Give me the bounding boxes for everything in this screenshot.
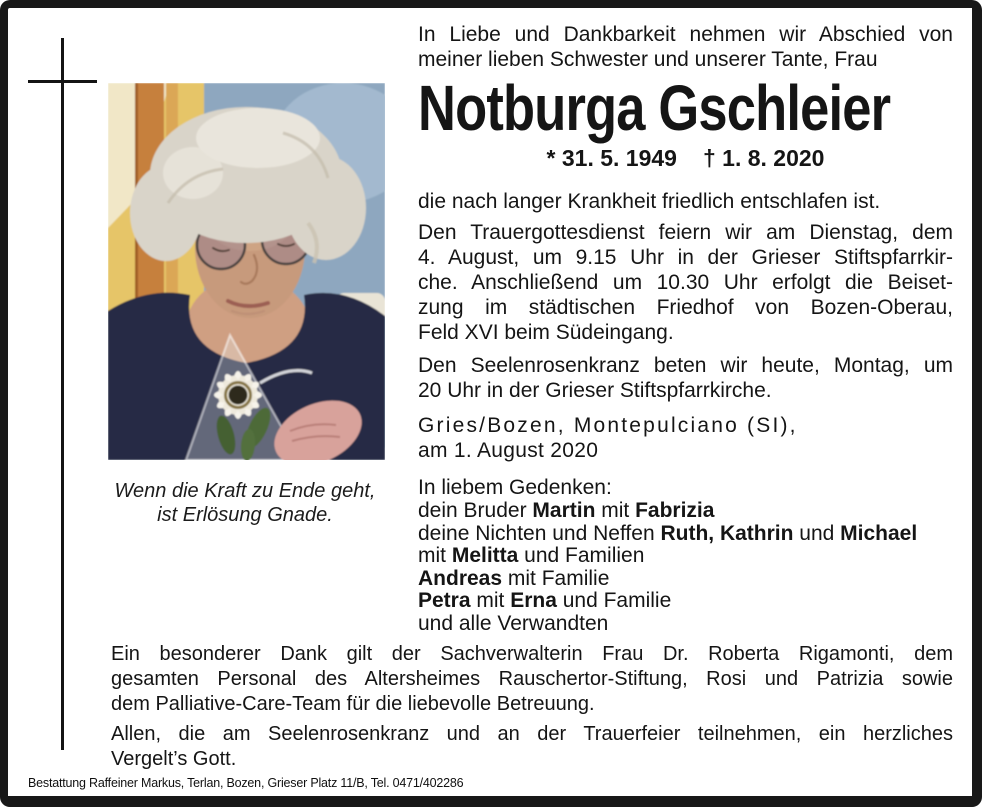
funeral-service-paragraph xyxy=(418,220,953,345)
rosary-paragraph xyxy=(418,353,953,403)
mourners-list xyxy=(418,500,953,635)
mourner-line: Andreas mit Familie xyxy=(418,566,610,590)
mourner-line: und alle Verwandten xyxy=(418,611,609,635)
acknowledgement-block xyxy=(111,642,953,772)
text-line: 20 Uhr in der Grieser Stiftspfarrkirche. xyxy=(418,379,772,402)
text-line: dem Palliative-Care-Team für die liebevolle Betreuung. xyxy=(111,693,595,715)
text-line: Vergelt’s Gott. xyxy=(111,748,237,770)
text-line: zung im städtischen Friedhof von Bozen-Oberau, xyxy=(418,296,953,319)
intro-text xyxy=(418,22,953,72)
death-date: † 1. 8. 2020 xyxy=(702,145,825,171)
acknowledgement-paragraph xyxy=(111,642,953,717)
place-line: Gries/Bozen, Montepulciano (SI), xyxy=(418,414,798,437)
place-date-block xyxy=(418,413,953,463)
portrait-photo xyxy=(108,83,385,460)
birth-date: * 31. 5. 1949 xyxy=(546,145,677,171)
mourner-line: dein Bruder Martin mit Fabrizia xyxy=(418,499,715,522)
date-line: am 1. August 2020 xyxy=(418,439,599,462)
text-line: Den Trauergottesdienst feiern wir am Dienstag, dem xyxy=(418,221,953,244)
funeral-home-footer: Bestattung Raffeiner Markus, Terlan, Bozen, Grieser Platz 11/B, Tel. 0471/402286 xyxy=(28,776,464,790)
text-line: 4. August, um 9.15 Uhr in der Grieser Stiftspfarrkir- xyxy=(418,246,953,269)
mourner-line: Petra mit Erna und Familie xyxy=(418,589,672,612)
caption-line: Wenn die Kraft zu Ende geht, xyxy=(114,480,376,502)
text-line: Feld XVI beim Südeingang. xyxy=(418,321,674,344)
text-line: gesamten Personal des Altersheimes Rauschertor-Stiftung, Rosi und Patrizia sowie xyxy=(111,668,953,690)
attendance-paragraph xyxy=(111,722,953,772)
caption-line: ist Erlösung Gnade. xyxy=(157,504,333,526)
death-statement: die nach langer Krankheit friedlich entschlafen ist. xyxy=(418,190,881,213)
cross-vertical-bar xyxy=(61,38,64,750)
text-line: In Liebe und Dankbarkeit nehmen wir Abschied von xyxy=(418,23,953,46)
text-line: che. Anschließend um 10.30 Uhr erfolgt die Beiset- xyxy=(418,271,953,294)
photo-caption xyxy=(90,479,400,527)
text-line: Ein besonderer Dank gilt der Sachverwalterin Frau Dr. Roberta Rigamonti, dem xyxy=(111,643,953,665)
cross-horizontal-bar xyxy=(28,80,97,83)
announcement-column xyxy=(418,8,953,635)
deceased-name: Notburga Gschleier xyxy=(418,72,891,144)
mourner-line: deine Nichten und Neffen Ruth, Kathrin und Michael xyxy=(418,521,918,545)
mourner-line: mit Melitta und Familien xyxy=(418,544,645,567)
text-line: Allen, die am Seelenrosenkranz und an der Trauerfeier teilnehmen, ein herzliches xyxy=(111,723,953,745)
remembrance-heading: In liebem Gedenken: xyxy=(418,476,612,499)
text-line: meiner lieben Schwester und unserer Tante, Frau xyxy=(418,48,878,71)
life-dates xyxy=(418,146,953,171)
text-line: Den Seelenrosenkranz beten wir heute, Montag, um xyxy=(418,354,953,377)
